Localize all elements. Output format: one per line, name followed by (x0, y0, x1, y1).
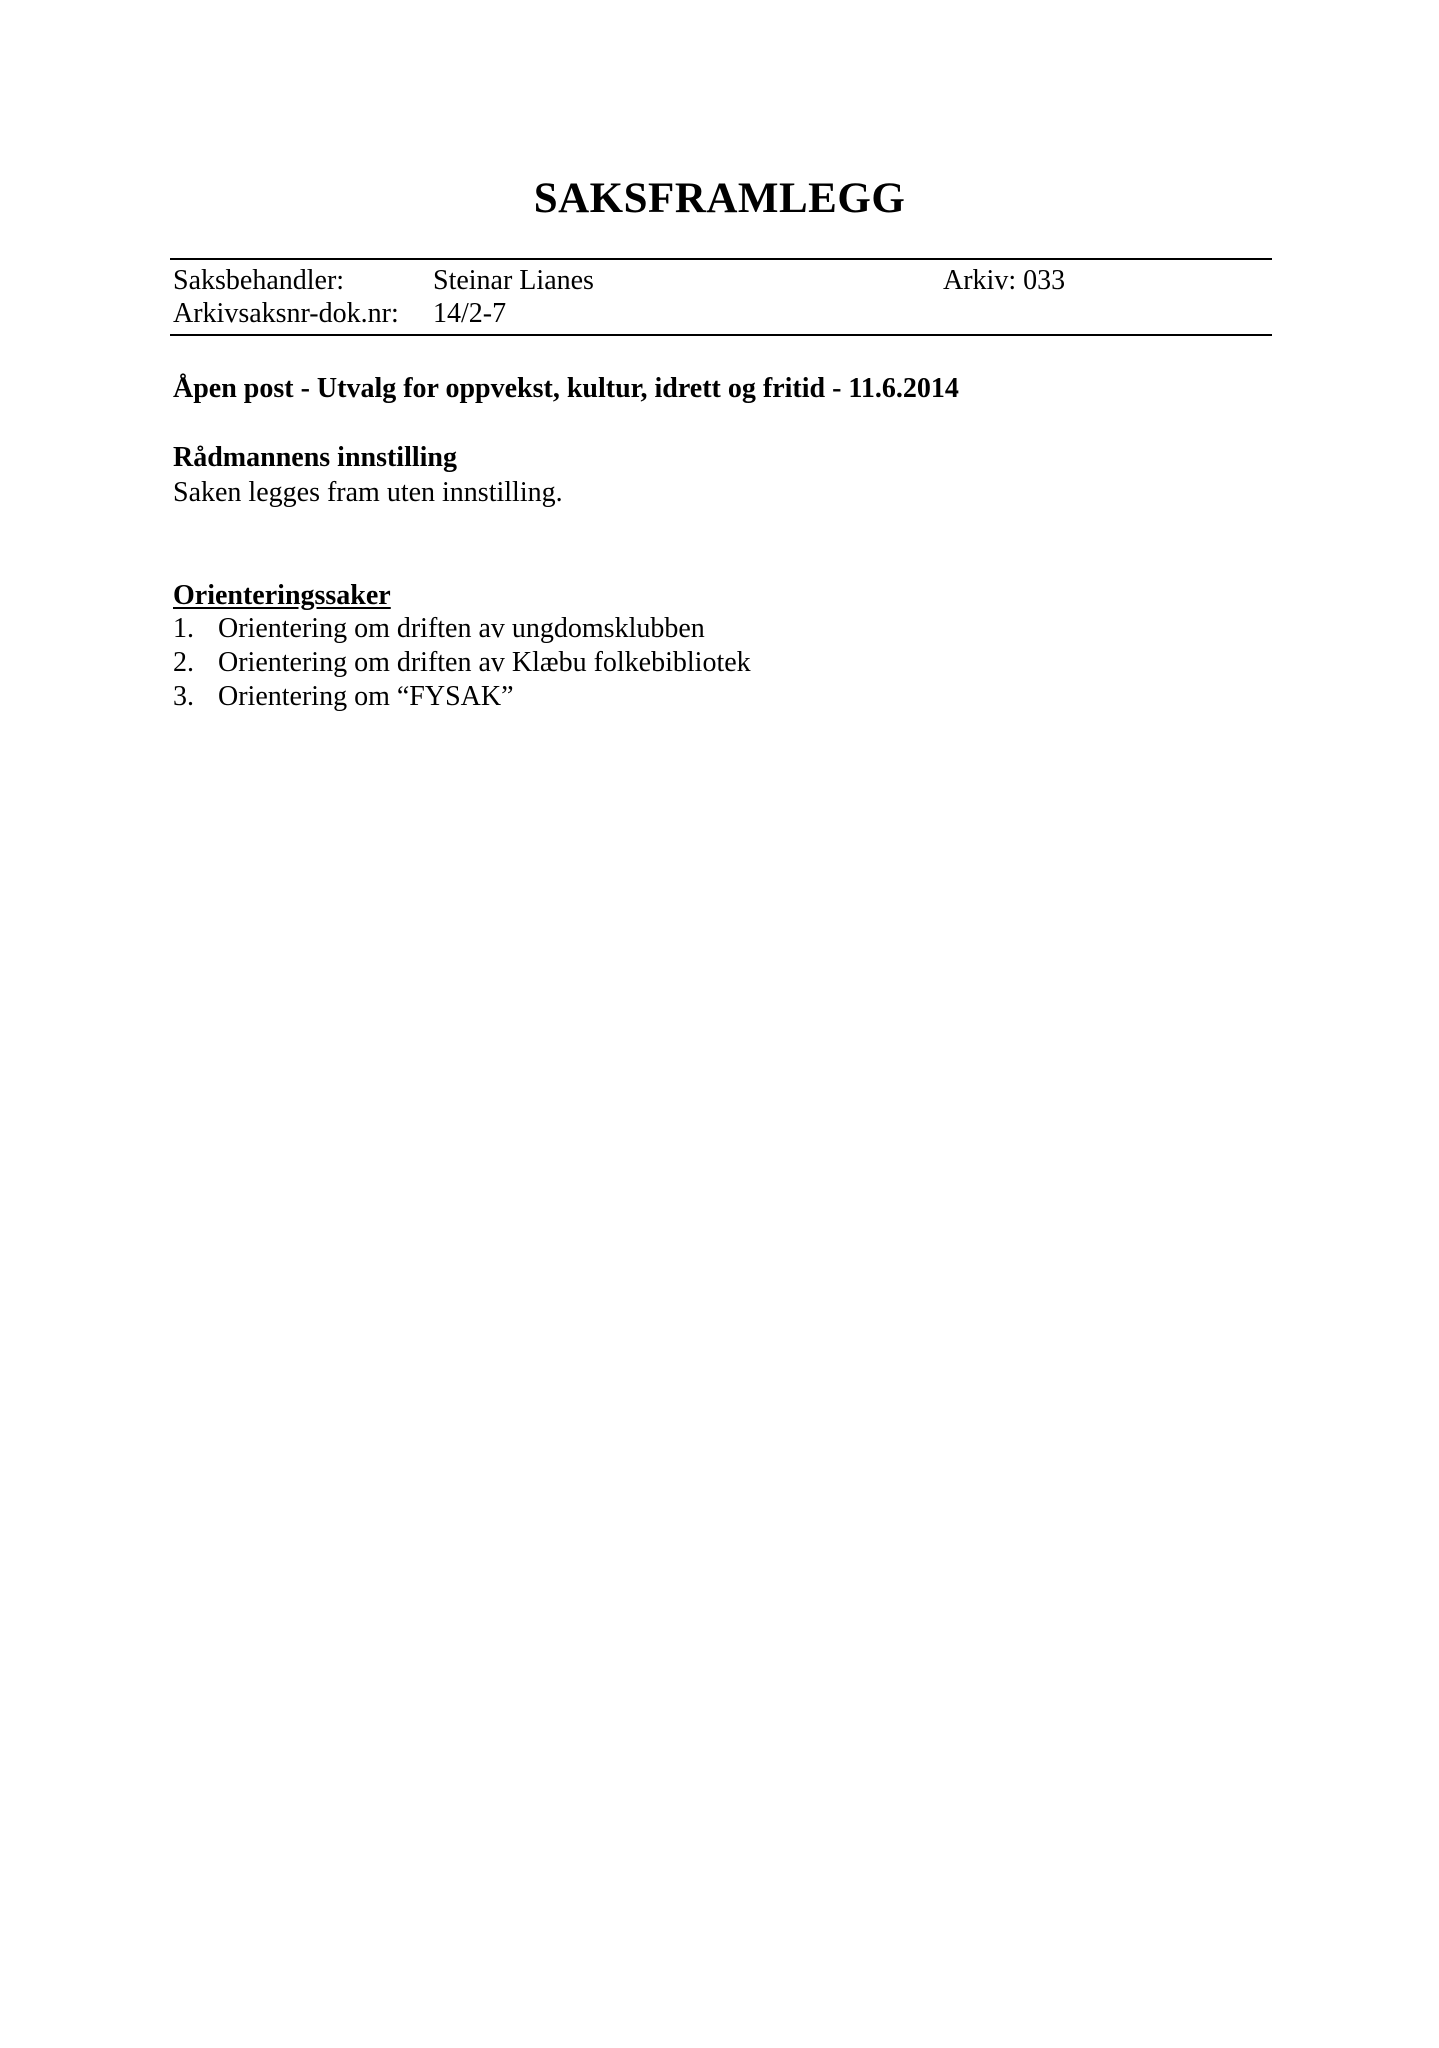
list-item-text: Orientering om “FYSAK” (218, 681, 514, 712)
recommendation-text: Saken legges fram uten innstilling. (173, 477, 563, 508)
information-items-heading: Orienteringssaker (173, 580, 391, 611)
list-item-number: 3. (173, 681, 194, 712)
header-bottom-rule (170, 334, 1272, 336)
meeting-heading: Åpen post - Utvalg for oppvekst, kultur, idrett og fritid - 11.6.2014 (173, 373, 959, 404)
document-title: SAKSFRAMLEGG (533, 175, 906, 222)
case-number-label: Arkivsaksnr-dok.nr: (173, 298, 399, 329)
case-officer-label: Saksbehandler: (173, 265, 345, 296)
case-number-value: 14/2-7 (433, 298, 507, 329)
header-top-rule (170, 258, 1272, 260)
recommendation-heading: Rådmannens innstilling (173, 442, 457, 473)
case-officer-value: Steinar Lianes (433, 265, 594, 296)
archive-code: Arkiv: 033 (943, 265, 1066, 296)
list-item-number: 1. (173, 613, 194, 644)
list-item-text: Orientering om driften av Klæbu folkebibliotek (218, 647, 751, 678)
list-item-text: Orientering om driften av ungdomsklubben (218, 613, 705, 644)
list-item-number: 2. (173, 647, 194, 678)
